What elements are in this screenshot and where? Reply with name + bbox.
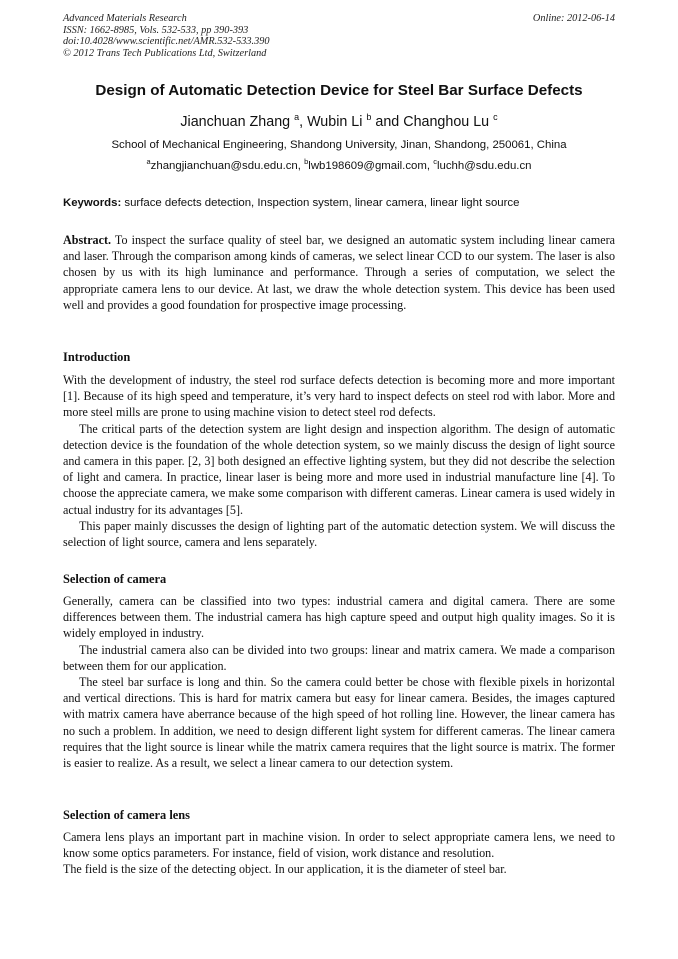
email-address: luchh@sdu.edu.cn xyxy=(436,160,532,172)
email-address: zhangjianchuan@sdu.edu.cn xyxy=(150,160,298,172)
introduction-body xyxy=(63,372,615,550)
email-mark: a xyxy=(146,157,151,166)
paragraph: The critical parts of the detection system are light design and inspection algorithm. The design of automatic detection device is the foundation of the whole detection system, so we mainly discuss the design of light source and camera in this paper. [2, 3] both designed an effective lighting system, but they did not describe the selection of light and camera. In practice, linear laser is being more and more used in industrial manufacture line [4]. To choose the appreciate camera, we make some comparison with different cameras. Linear camera is used widely in actual industry for its advantages [5]. xyxy=(63,421,615,517)
paragraph: The industrial camera also can be divided into two groups: linear and matrix camera. We made a comparison between them for our application. xyxy=(63,642,615,673)
email-list: $^a$zhangjianchuan@sdu.edu.cn, $^b$lwb198609@gmail.com, $^c$luchh@sdu.edu.cn xyxy=(146,157,532,172)
author-name: Wubin Li xyxy=(307,114,363,130)
keywords xyxy=(63,196,615,210)
lens-section-body xyxy=(63,829,615,878)
author-mark: c xyxy=(493,112,498,122)
doi-line: doi:10.4028/www.scientific.net/AMR.532-533.390 xyxy=(63,36,270,47)
author-mark: b xyxy=(366,112,372,122)
publication-header xyxy=(63,13,483,59)
paragraph: The steel bar surface is long and thin. So the camera could better be chose with flexible pixels in horizontal and vertical directions. This is hard for matrix camera but easy for linear camera. Besides, the images captured with matrix camera have aberrance because of the high speed of hot rolling line. However, the linear camera has no such a problem. In addition, we need to design different light system for different cameras. The linear camera requires that the light source is linear while the matrix camera requires that the light source is matrix. The former is easier to realize. As a result, we select a linear camera to our detection system. xyxy=(63,675,615,771)
section-heading-camera: Selection of camera xyxy=(63,572,167,586)
paragraph: Generally, camera can be classified into two types: industrial camera and digital camera. There are some differences between them. The industrial camera has high capture speed and output high quality images. So it is widely employed in industry. xyxy=(63,594,615,641)
author-mark: a xyxy=(294,112,300,122)
author-conjunction: and xyxy=(371,114,404,130)
email-mark: b xyxy=(304,157,309,166)
author-name: Jianchuan Zhang xyxy=(180,114,291,130)
author-list xyxy=(40,113,638,131)
section-heading-lens: Selection of camera lens xyxy=(63,808,190,822)
author-separator: , xyxy=(299,114,308,130)
email-mark: c xyxy=(433,157,437,166)
paragraph: The field is the size of the detecting object. In our application, it is the diameter of steel bar. xyxy=(63,862,507,877)
paragraph: This paper mainly discusses the design of lighting part of the automatic detection system. We will discuss the selection of light source, camera and lens separately. xyxy=(63,518,615,550)
section-heading-introduction: Introduction xyxy=(63,350,131,364)
paragraph: Camera lens plays an important part in machine vision. In order to select appropriate camera lens, we need to know some optics parameters. For instance, field of vision, work distance and resolution. xyxy=(63,830,615,861)
abstract-text: To inspect the surface quality of steel bar, we designed an automatic system including linear camera and laser. Through the comparison among kinds of cameras, we select linear CCD to our system. The laser is also chosen by us with its high luminance and performance. Through a series of computation, we select the appropriate camera lens to our device. At last, we draw the whole detection system. This device has been used well and provides a good foundation for prospective image processing. xyxy=(63,233,615,312)
affiliation: School of Mechanical Engineering, Shandong University, Jinan, Shandong, 250061, China xyxy=(111,139,567,151)
abstract xyxy=(63,232,615,313)
issn-line: ISSN: 1662-8985, Vols. 532-533, pp 390-393 xyxy=(63,24,249,36)
journal-name: Advanced Materials Research xyxy=(63,13,187,24)
author-name: Changhou Lu xyxy=(403,114,490,130)
abstract-label: Abstract. xyxy=(63,233,112,247)
keywords-text: surface defects detection, Inspection system, linear camera, linear light source xyxy=(121,197,520,209)
online-date: Online: 2012-06-14 xyxy=(532,13,615,24)
paragraph: With the development of industry, the steel rod surface defects detection is becoming more and more important [1]. Because of its high speed and temperature, it’s very hard to inspect defects on steel rod with labor. More and more steel mills are prone to using machine vision to detect steel rod defects. xyxy=(63,373,615,420)
keywords-label: Keywords: xyxy=(63,197,122,209)
email-address: lwb198609@gmail.com xyxy=(308,160,427,172)
paper-title: Design of Automatic Detection Device for Steel Bar Surface Defects xyxy=(95,82,583,99)
copyright-line: © 2012 Trans Tech Publications Ltd, Switzerland xyxy=(63,47,267,59)
camera-section-body xyxy=(63,593,615,771)
